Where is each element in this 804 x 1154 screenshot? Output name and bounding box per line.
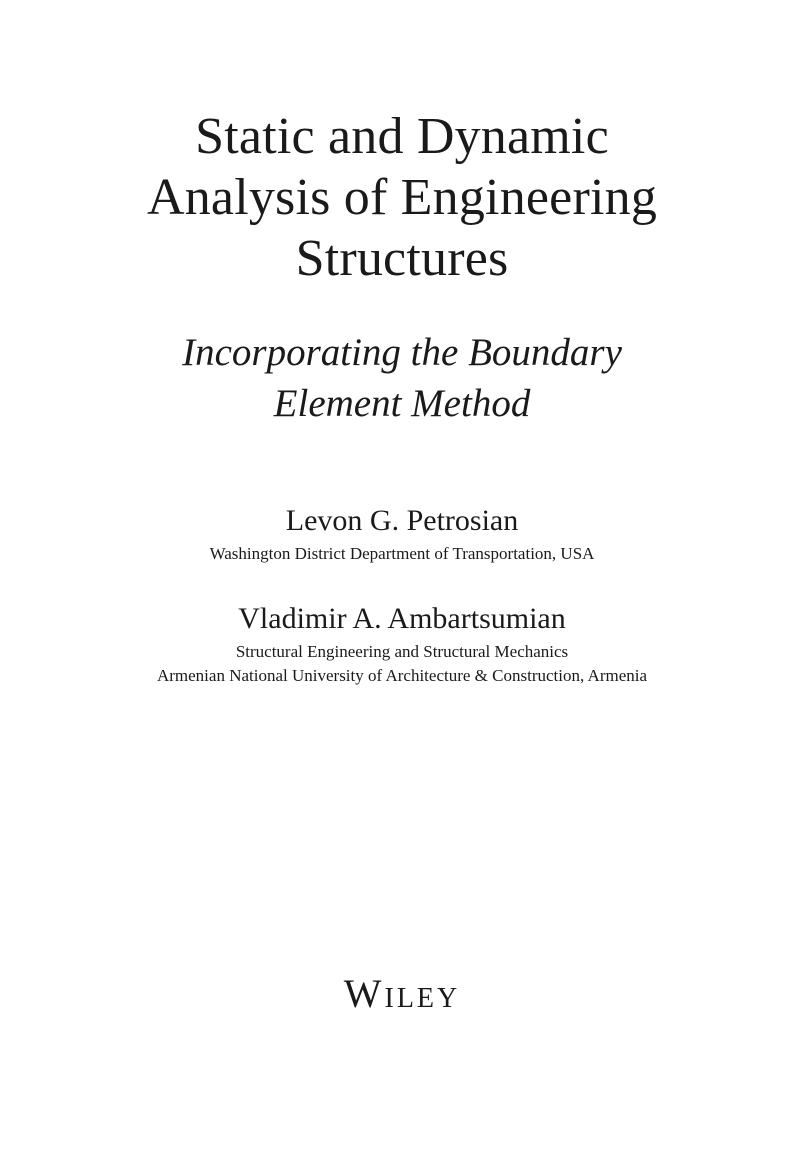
- book-title-line: Analysis of Engineering: [146, 169, 658, 226]
- book-subtitle-line: Element Method: [273, 382, 531, 425]
- book-subtitle: [0, 327, 804, 429]
- author-affiliation: Washington District Department of Transportation, USA: [209, 544, 595, 563]
- book-subtitle-line: Incorporating the Boundary: [182, 331, 622, 374]
- publisher-logo: Wiley: [343, 971, 461, 1016]
- author-affiliation: Armenian National University of Architecture & Construction, Armenia: [156, 666, 648, 685]
- author-name: Levon G. Petrosian: [285, 504, 519, 537]
- author-name: Vladimir A. Ambartsumian: [238, 602, 566, 635]
- author-affiliation: Structural Engineering and Structural Mechanics: [235, 642, 569, 661]
- book-title-line: Structures: [295, 230, 509, 287]
- book-title-line: Static and Dynamic: [195, 108, 609, 165]
- book-title: [0, 106, 804, 289]
